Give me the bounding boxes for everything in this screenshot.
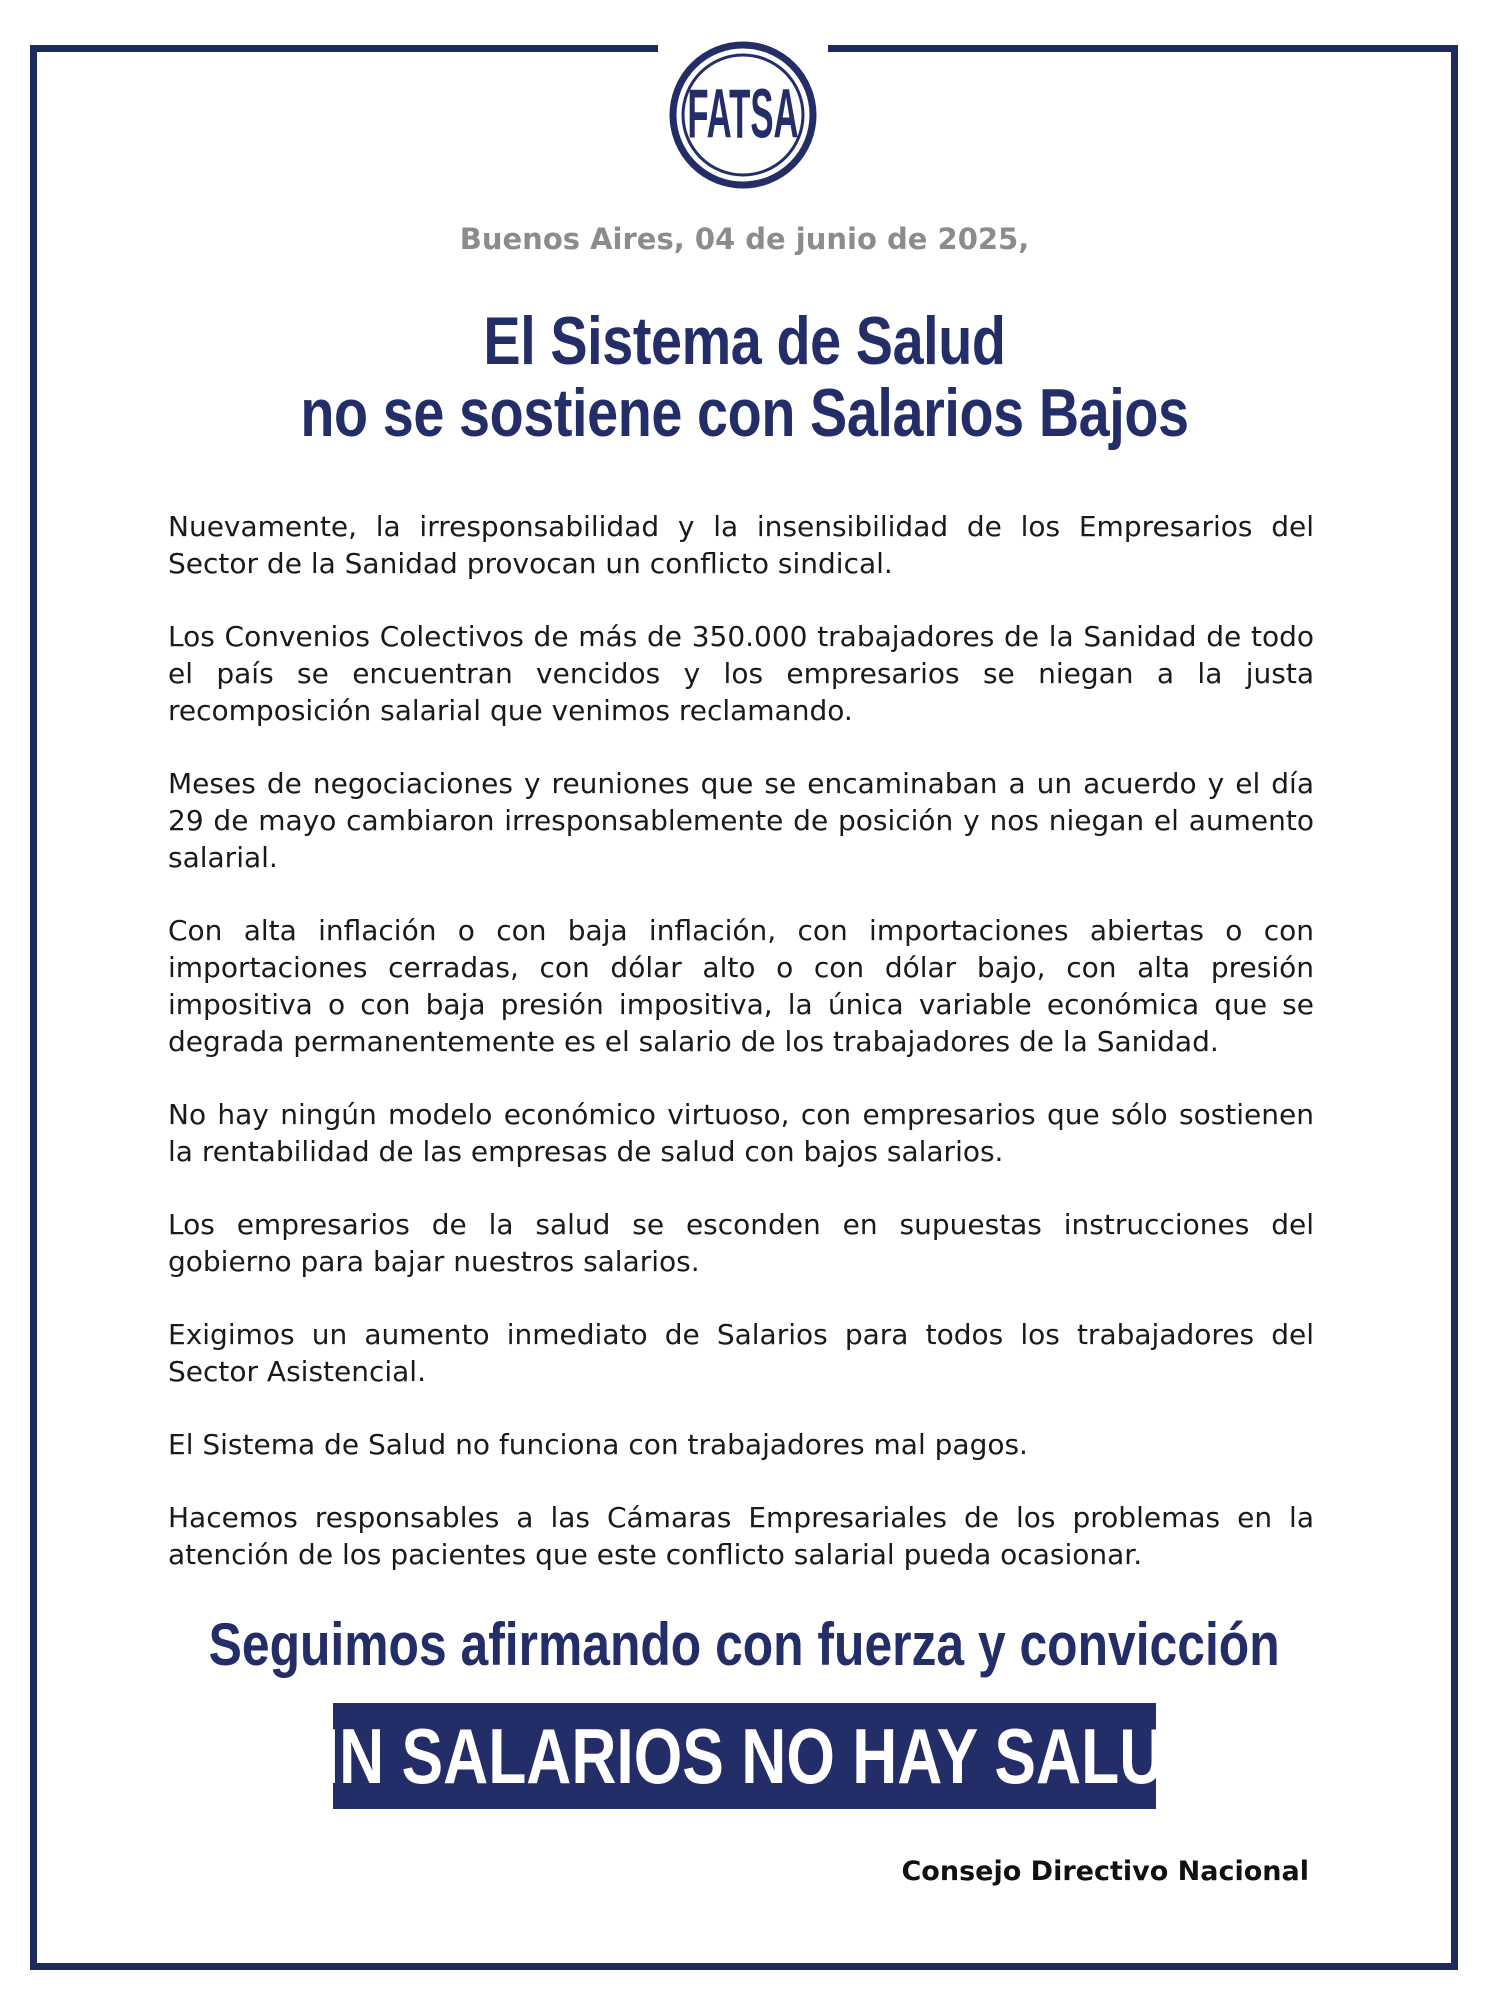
paragraph: Meses de negociaciones y reuniones que se encaminaban a un acuerdo y el día 29 de mayo cambiaron irresponsablemente de posición y nos niegan el aumento salarial. [168, 767, 1314, 874]
banner [279, 1703, 1210, 1809]
paragraph: Los Convenios Colectivos de más de 350.000 trabajadores de la Sanidad de todo el país se encuentran vencidos y los empresarios se niegan a la justa recomposición salarial que venimos reclamando. [168, 620, 1314, 727]
slogan [0, 1610, 1489, 1679]
signature: Consejo Directivo Nacional [901, 1856, 1309, 1887]
paragraph: Exigimos un aumento inmediato de Salarios para todos los trabajadores del Sector Asistencial. [168, 1318, 1314, 1388]
logo-text: FATSA [687, 74, 799, 153]
paragraph: No hay ningún modelo económico virtuoso, con empresarios que sólo sostienen la rentabilidad de las empresas de salud con bajos salarios. [168, 1098, 1314, 1168]
title-line-1: El Sistema de Salud [483, 303, 1006, 379]
title-line-2: no se sostiene con Salarios Bajos [300, 375, 1189, 451]
page-title [0, 305, 1489, 449]
paragraph: Con alta inflación o con baja inflación, con importaciones abiertas o con importaciones cerradas, con dólar alto o con dólar bajo, con alta presión impositiva o con baja presión impositiva, la única variable económica que se degrada permanentemente es el salario de los trabajadores de la Sanidad. [168, 914, 1314, 1058]
statement-body [168, 508, 1314, 1609]
banner-text: SIN SALARIOS NO HAY SALUD [279, 1711, 1210, 1800]
fatsa-logo [658, 30, 828, 200]
fatsa-logo-icon [668, 40, 818, 190]
paragraph: Hacemos responsables a las Cámaras Empresariales de los problemas en la atención de los pacientes que este conflicto salarial pueda ocasionar. [168, 1501, 1314, 1571]
date-line: Buenos Aires, 04 de junio de 2025, [459, 222, 1030, 256]
slogan-text: Seguimos afirmando con fuerza y convicción [209, 1611, 1280, 1678]
paragraph: El Sistema de Salud no funciona con trabajadores mal pagos. [168, 1428, 1028, 1461]
paragraph: Los empresarios de la salud se esconden en supuestas instrucciones del gobierno para bajar nuestros salarios. [168, 1208, 1314, 1278]
paragraph: Nuevamente, la irresponsabilidad y la insensibilidad de los Empresarios del Sector de la Sanidad provocan un conflicto sindical. [168, 510, 1314, 580]
